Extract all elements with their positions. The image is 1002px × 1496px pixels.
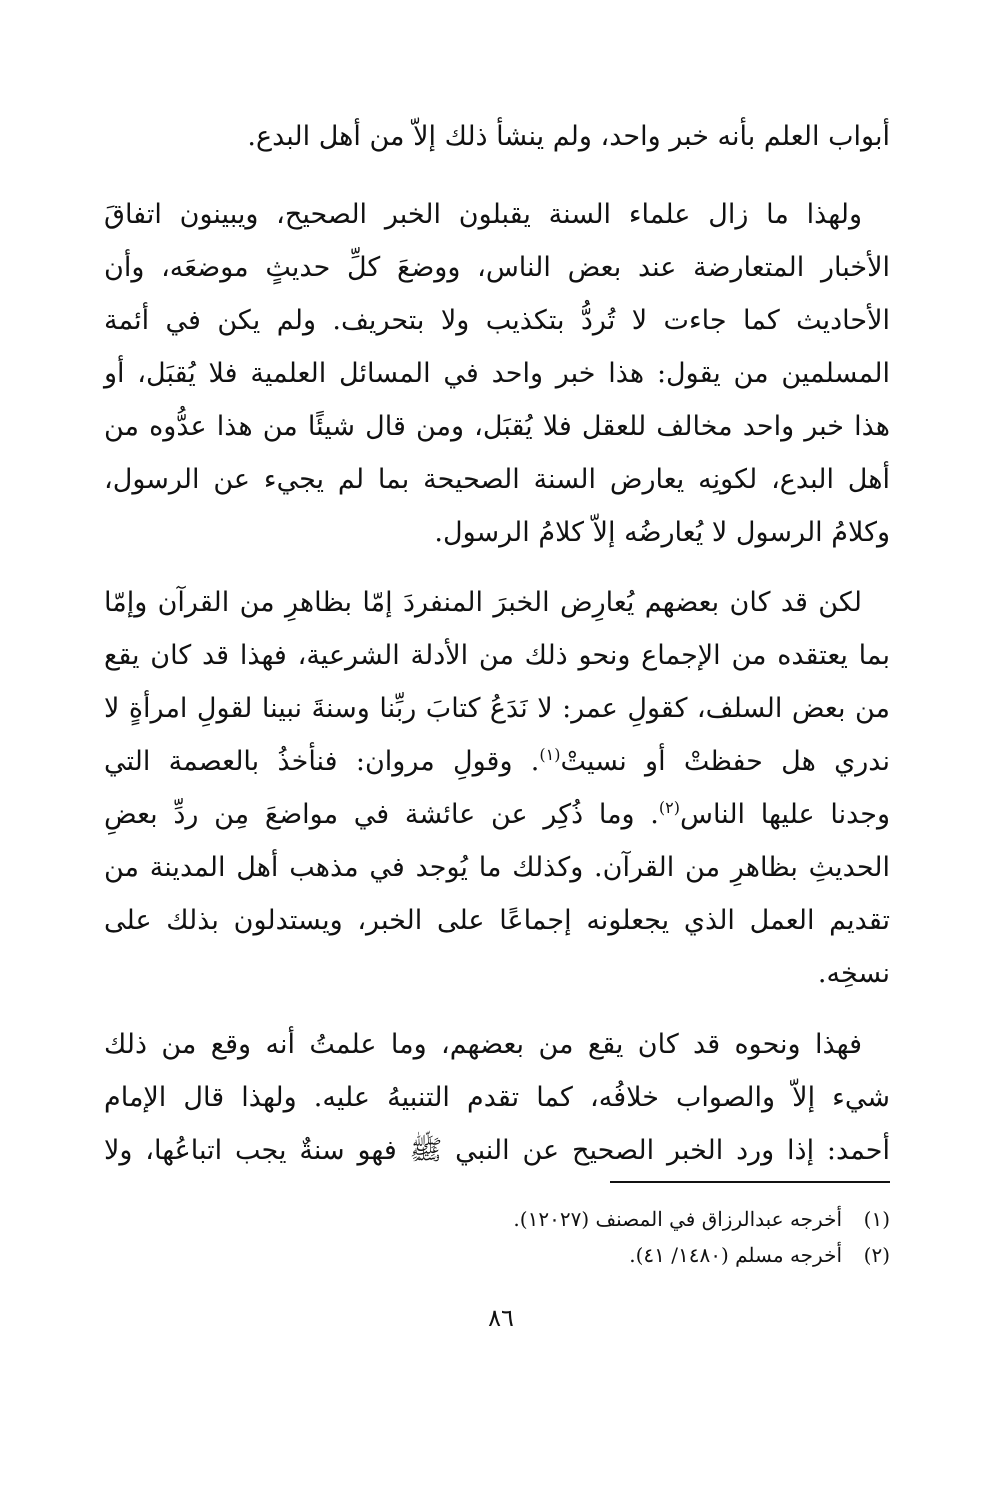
body-text: . وقولِ مروان: فنأخذُ بالعصمة التي — [104, 746, 540, 777]
body-line: تقديم العمل الذي يجعلونه إجماعًا على الخبر، ويستدلون بذلك على — [104, 905, 890, 936]
body-text: . وما ذُكِر عن عائشة في مواضعَ مِن ردِّ بعضِ — [104, 799, 659, 830]
body-line: وكلامُ الرسول لا يُعارضُه إلاّ كلامُ الرسول. — [434, 517, 890, 548]
body-line: فهذا ونحوه قد كان يقع من بعضهم، وما علمتُ أنه وقع من ذلك — [104, 1029, 862, 1060]
footnote-number: (١) — [863, 1207, 890, 1231]
footnote-1 — [300, 1203, 890, 1235]
footnote-ref-1[interactable]: (١) — [539, 745, 561, 764]
body-text: وجدنا عليها الناس — [679, 799, 890, 830]
body-line: الأخبار المتعارضة عند بعض الناس، ووضعَ كلِّ حديثٍ موضعَه، وأن — [104, 252, 890, 283]
body-line: من بعض السلف، كقولِ عمر: لا نَدَعُ كتابَ ربِّنا وسنةَ نبينا لقولِ امرأةٍ لا — [104, 693, 890, 724]
page-number: ٨٦ — [488, 1304, 514, 1332]
body-line: أبواب العلم بأنه خبر واحد، ولم ينشأ ذلك إلاّ من أهل البدع. — [247, 121, 890, 152]
footnote-separator — [610, 1181, 890, 1183]
body-line: شيء إلاّ والصواب خلافُه، كما تقدم التنبيهُ عليه. ولهذا قال الإمام — [104, 1082, 890, 1113]
body-line: الأحاديث كما جاءت لا تُردُّ بتكذيب ولا بتحريف. ولم يكن في أئمة — [104, 305, 890, 336]
footnote-2 — [300, 1239, 890, 1271]
body-line: أحمد: إذا ورد الخبر الصحيح عن النبي ﷺ فهو سنةٌ يجب اتباعُها، ولا — [104, 1135, 890, 1166]
body-line: أهل البدع، لكونِه يعارض السنة الصحيحة بما لم يجيء عن الرسول، — [104, 464, 890, 495]
footnote-text: أخرجه عبدالرزاق في المصنف (١٢٠٢٧). — [513, 1207, 842, 1231]
body-line: نسخِه. — [817, 958, 890, 989]
body-line: بما يعتقده من الإجماع ونحو ذلك من الأدلة الشرعية، فهذا قد كان يقع — [104, 640, 890, 671]
body-line-with-footnote-ref — [104, 790, 890, 840]
body-line: لكن قد كان بعضهم يُعارِض الخبرَ المنفردَ إمّا بظاهرِ من القرآن وإمّا — [104, 587, 862, 618]
body-line: ولهذا ما زال علماء السنة يقبلون الخبر الصحيح، ويبينون اتفاقَ — [104, 199, 862, 230]
body-line: المسلمين من يقول: هذا خبر واحد في المسائل العلمية فلا يُقبَل، أو — [104, 358, 890, 389]
footnote-ref-2[interactable]: (٢) — [658, 798, 680, 817]
body-line: هذا خبر واحد مخالف للعقل فلا يُقبَل، ومن قال شيئًا من هذا عدُّوه من — [104, 411, 890, 442]
footnote-number: (٢) — [863, 1243, 890, 1267]
body-line-with-footnote-ref — [104, 737, 890, 787]
body-text: ندري هل حفظتْ أو نسيتْ — [560, 746, 890, 777]
footnote-text: أخرجه مسلم (١٤٨٠/ ٤١). — [629, 1243, 842, 1267]
body-line: الحديثِ بظاهرِ من القرآن. وكذلك ما يُوجد في مذهب أهل المدينة من — [104, 852, 890, 883]
